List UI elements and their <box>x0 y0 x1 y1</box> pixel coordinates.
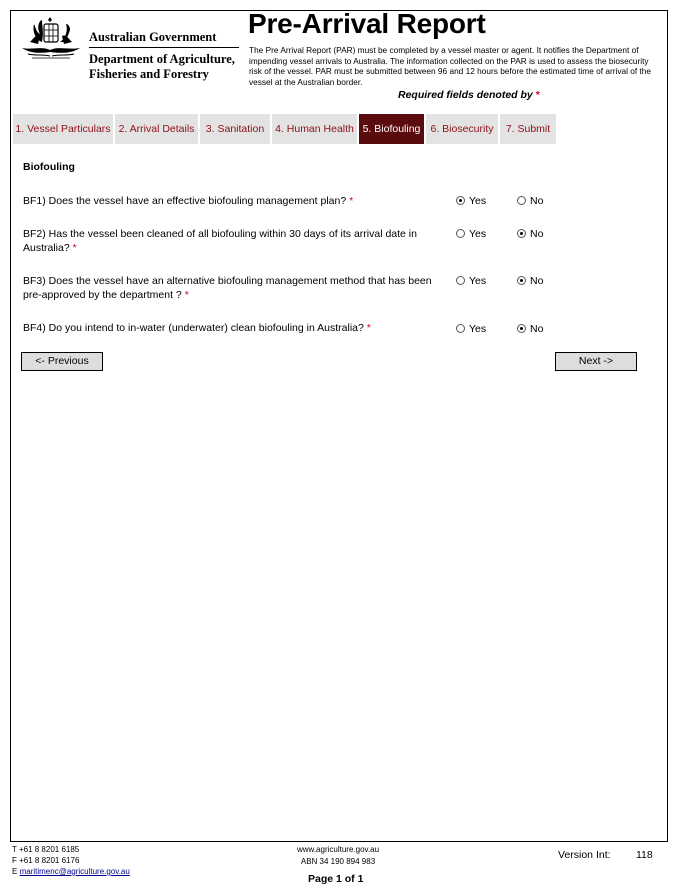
footer-phone: T +61 8 8201 6185 <box>12 845 80 854</box>
next-button[interactable]: Next -> <box>555 352 637 371</box>
required-star: * <box>72 242 77 254</box>
radio-label: Yes <box>469 323 487 335</box>
bf1-no-radio[interactable] <box>517 194 543 208</box>
bf3-yes-radio[interactable] <box>456 274 486 288</box>
question-text: BF4) Do you intend to in-water (underwater) clean biofouling in Australia? <box>23 322 364 334</box>
intro-text: The Pre Arrival Report (PAR) must be completed by a vessel master or agent. It notifies the Department of impending vessel arrivals to Australia. The information collected on the PAR is used to assess the biosecurity risk of the vessel. PAR must be submitted between 96 and 12 hours before the estimated time of arrival of the vessel at the Australian border. <box>249 45 651 87</box>
radio-label: Yes <box>469 195 487 207</box>
previous-button[interactable]: <- Previous <box>21 352 103 371</box>
radio-circle-icon <box>456 229 465 238</box>
tab-submit[interactable]: 7. Submit <box>500 114 556 144</box>
section-title: Biofouling <box>23 161 75 173</box>
bf2-no-radio[interactable] <box>517 227 543 241</box>
version-value: 118 <box>636 849 653 861</box>
radio-label: Yes <box>469 228 487 240</box>
tab-biofouling[interactable]: 5. Biofouling <box>359 114 424 144</box>
radio-circle-icon <box>456 276 465 285</box>
question-text: BF1) Does the vessel have an effective biofouling management plan? <box>23 195 347 207</box>
question-bf1 <box>23 194 453 208</box>
footer-center <box>291 844 385 868</box>
footer-email-prefix: E <box>12 867 18 876</box>
footer-version <box>558 849 653 861</box>
coat-of-arms-icon <box>18 16 84 68</box>
page-title: Pre-Arrival Report <box>248 8 486 39</box>
footer-email-link[interactable]: maritimenc@agriculture.gov.au <box>19 867 130 876</box>
footer-abn: ABN 34 190 894 983 <box>300 857 376 866</box>
tab-sanitation[interactable]: 3. Sanitation <box>200 114 270 144</box>
radio-circle-icon <box>517 324 526 333</box>
question-bf3 <box>23 274 453 302</box>
footer-contact <box>12 844 130 877</box>
radio-circle-icon <box>517 196 526 205</box>
bf4-no-radio[interactable] <box>517 322 543 336</box>
required-star: * <box>366 322 371 334</box>
tab-vessel-particulars[interactable]: 1. Vessel Particulars <box>13 114 113 144</box>
radio-label: Yes <box>469 275 487 287</box>
page-number: Page 1 of 1 <box>308 873 364 885</box>
tab-human-health[interactable]: 4. Human Health <box>272 114 357 144</box>
version-label: Version Int: <box>558 849 611 861</box>
bf1-yes-radio[interactable] <box>456 194 486 208</box>
radio-label: No <box>530 195 544 207</box>
bf3-no-radio[interactable] <box>517 274 543 288</box>
radio-circle-icon <box>456 196 465 205</box>
gov-name: Australian Government <box>89 30 217 44</box>
footer-email-row <box>12 866 130 877</box>
footer-website: www.agriculture.gov.au <box>296 845 380 854</box>
radio-label: No <box>530 275 544 287</box>
tab-biosecurity[interactable]: 6. Biosecurity <box>426 114 498 144</box>
bf2-yes-radio[interactable] <box>456 227 486 241</box>
required-note <box>398 89 540 101</box>
required-note-label: Required fields denoted by <box>398 89 533 101</box>
radio-circle-icon <box>456 324 465 333</box>
footer-fax: F +61 8 8201 6176 <box>12 856 80 865</box>
question-bf2 <box>23 227 453 255</box>
required-star: * <box>349 195 354 207</box>
radio-label: No <box>530 228 544 240</box>
question-text: BF3) Does the vessel have an alternative biofouling management method that has been pre-approved by the department ? <box>23 275 432 301</box>
radio-circle-icon <box>517 229 526 238</box>
bf4-yes-radio[interactable] <box>456 322 486 336</box>
required-star: * <box>535 89 540 101</box>
required-star: * <box>184 289 189 301</box>
tab-arrival-details[interactable]: 2. Arrival Details <box>115 114 198 144</box>
question-bf4 <box>23 321 453 335</box>
radio-label: No <box>530 323 544 335</box>
radio-circle-icon <box>517 276 526 285</box>
gov-divider <box>89 47 239 48</box>
question-text: BF2) Has the vessel been cleaned of all biofouling within 30 days of its arrival date in Australia? <box>23 228 417 254</box>
dept-name: Department of Agriculture, Fisheries and Forestry <box>89 52 235 81</box>
